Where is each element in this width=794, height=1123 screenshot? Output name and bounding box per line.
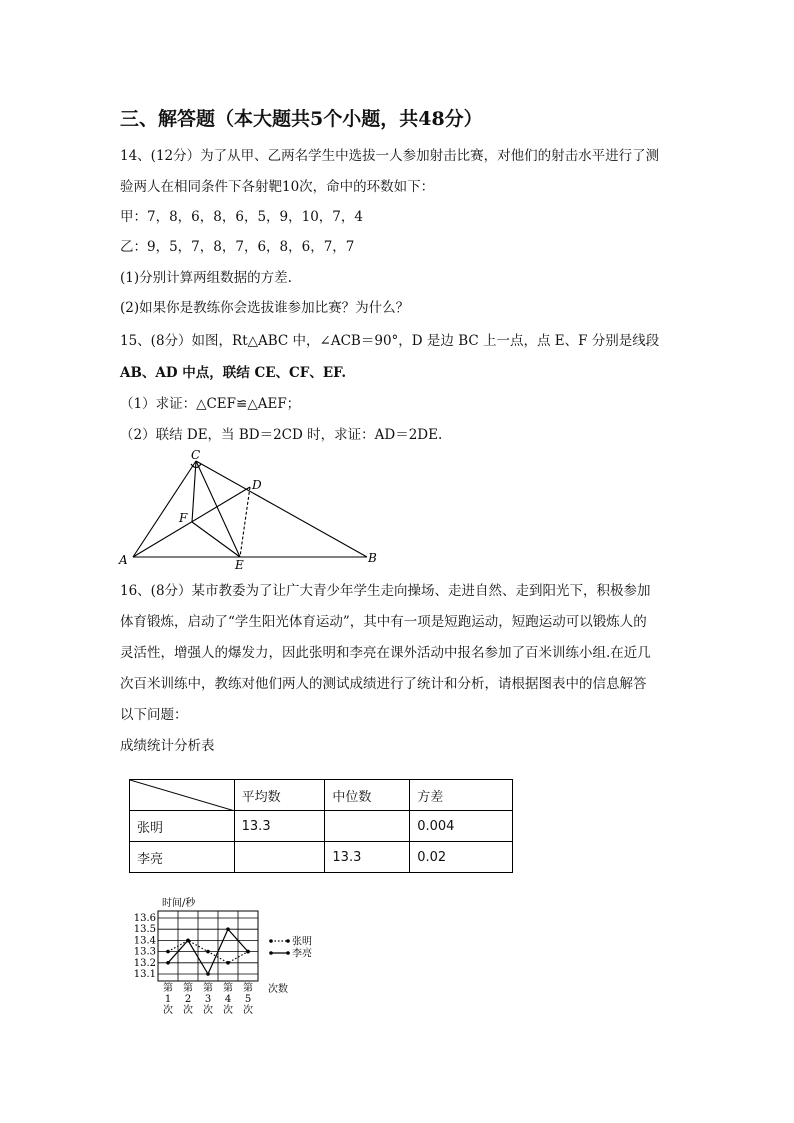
data-point [206, 972, 210, 976]
label-a: A [119, 553, 128, 567]
table-cell: 张明 [130, 811, 235, 842]
chart-y-label: 时间/秒 [162, 898, 196, 909]
q14-jia-scores: 甲：7，8，6，8，6，5，9，10，7，4 [120, 209, 363, 225]
legend-marker [286, 951, 290, 955]
q14-yi-scores: 乙：9，5，7，8，7，6，8，6，7，7 [120, 239, 355, 255]
table-cell: 0.004 [410, 811, 513, 842]
table-header-median: 中位数 [325, 780, 410, 811]
stats-table [129, 779, 513, 873]
q16-line1: 16、(8分）某市教委为了让广大青少年学生走向操场、走进自然、走到阳光下，积极参加 [120, 583, 651, 599]
segment-fe [192, 522, 240, 557]
q14-part1: (1)分别计算两组数据的方差. [120, 270, 292, 286]
segment-ac [133, 461, 196, 557]
table-cell: 0.02 [410, 842, 513, 873]
table-cell [325, 811, 410, 842]
data-point [166, 961, 170, 965]
segment-de-dashed [240, 487, 250, 557]
chart-x-ticks [163, 981, 253, 1016]
label-c: C [191, 448, 201, 462]
y-tick-label: 13.3 [133, 946, 156, 958]
triangle-figure [115, 445, 385, 570]
table-row [130, 842, 513, 873]
y-tick-label: 13.6 [133, 913, 156, 924]
q15-part1: （1）求证：△CEF≌△AEF； [120, 396, 301, 412]
q15-line1: 15、(8分）如图，Rt△ABC 中，∠ACB＝90°，D 是边 BC 上一点，点 E、F 分别是线段 [120, 333, 660, 349]
q14-line1: 14、(12分）为了从甲、乙两名学生中选拔一人参加射击比赛，对他们的射击水平进行了测 [120, 148, 660, 164]
q14-line2: 验两人在相同条件下各射靶10次，命中的环数如下： [120, 179, 435, 195]
data-point [206, 950, 210, 954]
chart-y-ticks [134, 913, 156, 980]
line-chart [128, 895, 338, 1025]
y-tick-label: 13.5 [133, 924, 156, 936]
label-b: B [368, 551, 377, 565]
table-corner-cell [130, 780, 235, 811]
segment-cf [192, 461, 196, 522]
x-tick-label: 第 2 次 [183, 983, 193, 1016]
y-tick-label: 13.4 [133, 935, 156, 947]
y-tick-label: 13.2 [133, 957, 156, 969]
table-header-row [130, 780, 513, 811]
q16-line4: 次百米训练中，教练对他们两人的测试成绩进行了统计和分析，请根据图表中的信息解答 [120, 676, 647, 692]
legend-marker [269, 939, 273, 943]
table-cell: 李亮 [130, 842, 235, 873]
legend-label: 李亮 [292, 948, 312, 960]
segment-ce [196, 461, 240, 557]
segment-ad [133, 487, 250, 557]
q16-line5: 以下问题： [120, 707, 188, 723]
label-f: F [179, 511, 188, 525]
chart-legend [269, 936, 312, 960]
legend-label: 张明 [292, 936, 312, 948]
x-tick-label: 第 3 次 [203, 983, 213, 1016]
q16-line2: 体育锻炼，启动了“学生阳光体育运动”，其中有一项是短跑运动，短跑运动可以锻炼人的 [120, 614, 647, 630]
table-cell [234, 842, 325, 873]
q15-part2: （2）联结 DE，当 BD＝2CD 时，求证：AD＝2DE. [120, 427, 443, 443]
segment-cb [196, 461, 367, 557]
legend-marker [286, 939, 290, 943]
q15-line2: AB、AD 中点，联结 CE、CF、EF. [120, 365, 347, 381]
table-cell: 13.3 [234, 811, 325, 842]
table-cell: 13.3 [325, 842, 410, 873]
data-point [226, 961, 230, 965]
data-point [226, 927, 230, 931]
legend-marker [269, 951, 273, 955]
data-point [246, 950, 250, 954]
table-header-variance: 方差 [410, 780, 513, 811]
diagonal-line [130, 780, 235, 811]
data-point [166, 950, 170, 954]
section-title: 三、解答题（本大题共5个小题，共48分） [120, 108, 483, 130]
x-tick-label: 第 5 次 [243, 983, 253, 1016]
data-point [186, 939, 190, 943]
table-row [130, 811, 513, 842]
table-caption: 成绩统计分析表 [120, 738, 215, 754]
chart-x-label: 次数 [268, 984, 288, 995]
q16-line3: 灵活性，增强人的爆发力，因此张明和李亮在课外活动中报名参加了百米训练小组.在近几 [120, 645, 651, 661]
table-header-mean: 平均数 [234, 780, 325, 811]
label-e: E [235, 558, 244, 570]
q14-part2: (2)如果你是教练你会选拔谁参加比赛？为什么？ [120, 300, 410, 316]
x-tick-label: 第 4 次 [223, 983, 233, 1016]
label-d: D [252, 478, 262, 492]
y-tick-label: 13.1 [133, 969, 156, 980]
x-tick-label: 第 1 次 [163, 983, 173, 1016]
